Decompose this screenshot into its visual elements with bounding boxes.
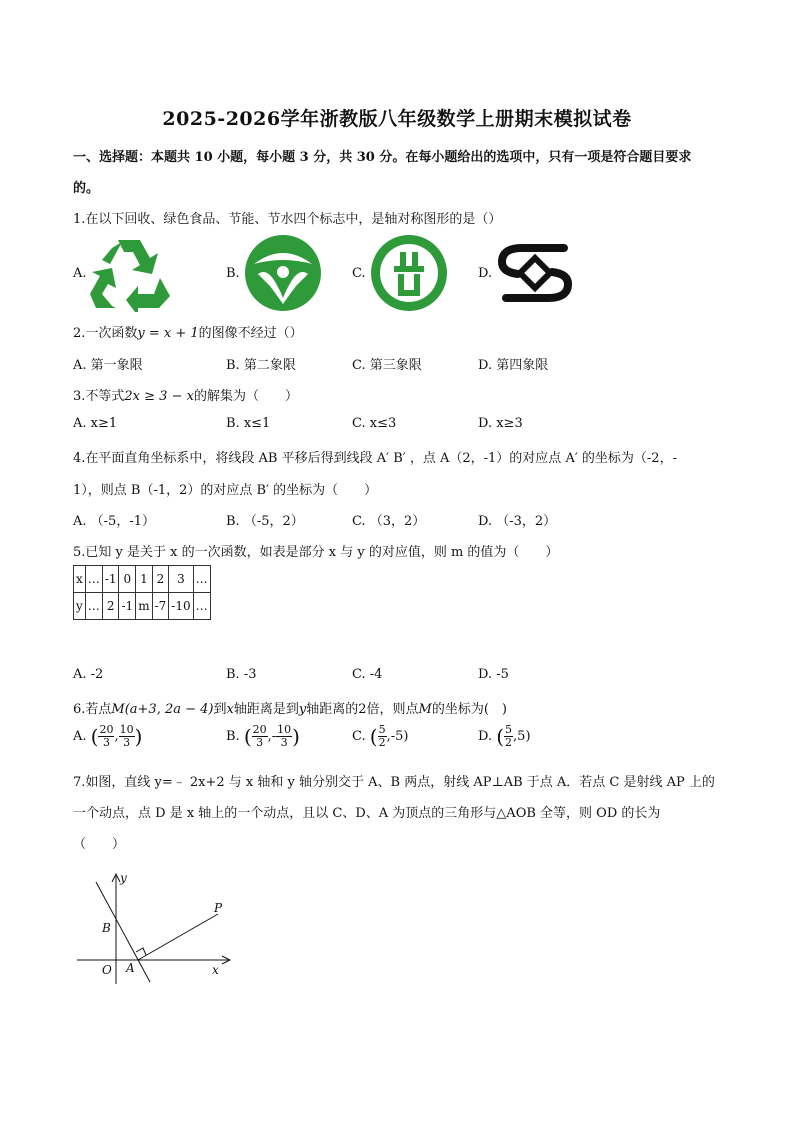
table-cell: 0 <box>119 566 136 593</box>
q2-option-b: B. 第二象限 <box>226 358 296 373</box>
table-cell: … <box>85 593 102 620</box>
table-cell: m <box>136 593 152 620</box>
q2-option-c: C. 第三象限 <box>352 358 422 373</box>
question-4-stem-cont: 1），则点 B（-1，2）的对应点 B′ 的坐标为（ ） <box>73 483 378 498</box>
q5-option-d: D. -5 <box>478 667 509 682</box>
q3-stem-pre: 3.不等式 <box>73 389 125 404</box>
q2-formula: y = x + 1 <box>137 326 199 341</box>
label-x: x <box>212 963 219 977</box>
fraction: $\frac{20}{3}$ <box>252 723 267 749</box>
table-cell: 2 <box>102 593 119 620</box>
q2-option-a: A. 第一象限 <box>73 358 143 373</box>
q6-option-d: D. ( $\frac{5}{2}$ ,5) <box>478 723 531 749</box>
q5-option-b: B. -3 <box>226 667 257 682</box>
q4-option-b: B. （-5，2） <box>226 514 304 529</box>
question-6-stem <box>73 698 507 717</box>
table-cell: 2 <box>152 566 169 593</box>
q3-option-a: A. x≥1 <box>73 416 118 431</box>
question-4-stem: 4.在平面直角坐标系中，将线段 AB 平移后得到线段 A′ B′ ，点 A（2，-1）的对应点 A′ 的坐标为（-2，- <box>73 451 677 466</box>
q4-option-a: A. （-5，-1） <box>73 514 155 529</box>
xy-value-table <box>73 565 211 620</box>
q6-stem-post: 的坐标为( ) <box>431 702 508 717</box>
q4-option-c: C. （3，2） <box>352 514 426 529</box>
question-1-stem: 1.在以下回收、绿色食品、节能、节水四个标志中，是轴对称图形的是（） <box>73 212 502 227</box>
table-row-y <box>74 593 211 620</box>
table-cell: -1 <box>119 593 136 620</box>
q6-option-b-label: B. <box>226 729 240 744</box>
label-b: B <box>102 921 111 935</box>
water-saving-icon <box>494 238 576 308</box>
q1-option-d-label: D. <box>478 266 493 281</box>
q6-option-c: C. ( $\frac{5}{2}$ ,-5) <box>352 723 409 749</box>
label-y: y <box>120 871 127 885</box>
question-7-stem: 7.如图，直线 y=﹣ 2x+2 与 x 轴和 y 轴分别交于 A、B 两点，射线 AP⊥AB 于点 A．若点 C 是射线 AP 上的 <box>73 775 715 790</box>
table-cell: … <box>193 566 210 593</box>
q3-option-b: B. x≤1 <box>226 416 271 431</box>
recycle-icon <box>88 234 174 312</box>
q1-option-a-label: A. <box>73 266 87 281</box>
q2-option-d: D. 第四象限 <box>478 358 549 373</box>
question-3-stem <box>73 385 298 404</box>
fraction: $\frac{10}{3}$ <box>277 723 292 749</box>
q6-option-d-label: D. <box>478 729 493 744</box>
ray-ap <box>138 914 218 960</box>
q6-stem-mid3: 轴距离的 <box>306 702 359 717</box>
q6-stem-pre: 6.若点 <box>73 702 112 717</box>
q3-option-c: C. x≤3 <box>352 416 397 431</box>
label-p: P <box>214 901 223 915</box>
label-a: A <box>126 961 135 975</box>
table-cell: -7 <box>152 593 169 620</box>
section-instruction: 一、选择题：本题共 10 小题，每小题 3 分，共 30 分。在每小题给出的选项中，只有一项是符合题目要求 <box>73 150 692 165</box>
q6-y-var: y <box>298 702 307 717</box>
q6-stem-mid2: 轴距离是到 <box>233 702 299 717</box>
q6-option-c-label: C. <box>352 729 366 744</box>
fraction: $\frac{5}{2}$ <box>378 723 386 749</box>
q6-point: M(a+3, 2a − 4) <box>111 702 214 717</box>
question-5-stem: 5.已知 y 是关于 x 的一次函数，如表是部分 x 与 y 的对应值，则 m 的值为（ ） <box>73 545 559 560</box>
q5-option-a: A. -2 <box>73 667 104 682</box>
q3-formula: 2x ≥ 3 − x <box>124 389 194 404</box>
q2-stem-post: 的图像不经过（） <box>198 326 303 341</box>
table-cell: … <box>193 593 210 620</box>
table-cell: … <box>85 566 102 593</box>
table-cell: -10 <box>169 593 193 620</box>
q6-x-var: x <box>226 702 234 717</box>
right-angle-mark <box>136 948 146 955</box>
fraction: $\frac{5}{2}$ <box>505 723 513 749</box>
green-food-icon <box>244 234 322 312</box>
table-cell: -1 <box>102 566 119 593</box>
question-2-stem <box>73 322 303 341</box>
q6-option-a-label: A. <box>73 729 87 744</box>
q6-two: 2 <box>358 702 367 717</box>
table-cell: x <box>74 566 86 593</box>
page-title: 2025-2026学年浙教版八年级数学上册期末模拟试卷 <box>162 108 632 130</box>
table-cell: 3 <box>169 566 193 593</box>
q1-option-b-label: B. <box>226 266 240 281</box>
q3-option-d: D. x≥3 <box>478 416 523 431</box>
q2-stem-pre: 2.一次函数 <box>73 326 138 341</box>
q6-option-a: A. ( $\frac{20}{3}$ , $\frac{10}{3}$ ) <box>73 723 143 749</box>
q1-option-c-label: C. <box>352 266 366 281</box>
q5-option-c: C. -4 <box>352 667 383 682</box>
table-row-x <box>74 566 211 593</box>
question-7-stem-end: （ ） <box>73 837 126 852</box>
q6-option-b: B. ( $\frac{20}{3}$ ,- $\frac{10}{3}$ ) <box>226 723 300 749</box>
q6-m-var: M <box>418 702 432 717</box>
table-cell: 1 <box>136 566 152 593</box>
energy-saving-icon <box>370 234 448 312</box>
q6-stem-mid1: 到 <box>213 702 227 717</box>
q7-coordinate-figure <box>72 864 242 989</box>
q6-stem-mid4: 倍，则点 <box>366 702 419 717</box>
label-o: O <box>102 963 112 977</box>
table-cell: y <box>74 593 86 620</box>
q4-option-d: D. （-3，2） <box>478 514 557 529</box>
fraction: $\frac{10}{3}$ <box>119 723 134 749</box>
fraction: $\frac{20}{3}$ <box>99 723 114 749</box>
q3-stem-post: 的解集为（ ） <box>193 389 298 404</box>
question-7-stem-cont: 一个动点，点 D 是 x 轴上的一个动点，且以 C、D、A 为顶点的三角形与△AOB 全等，则 OD 的长为 <box>73 806 661 821</box>
section-instruction-end: 的。 <box>73 181 100 196</box>
